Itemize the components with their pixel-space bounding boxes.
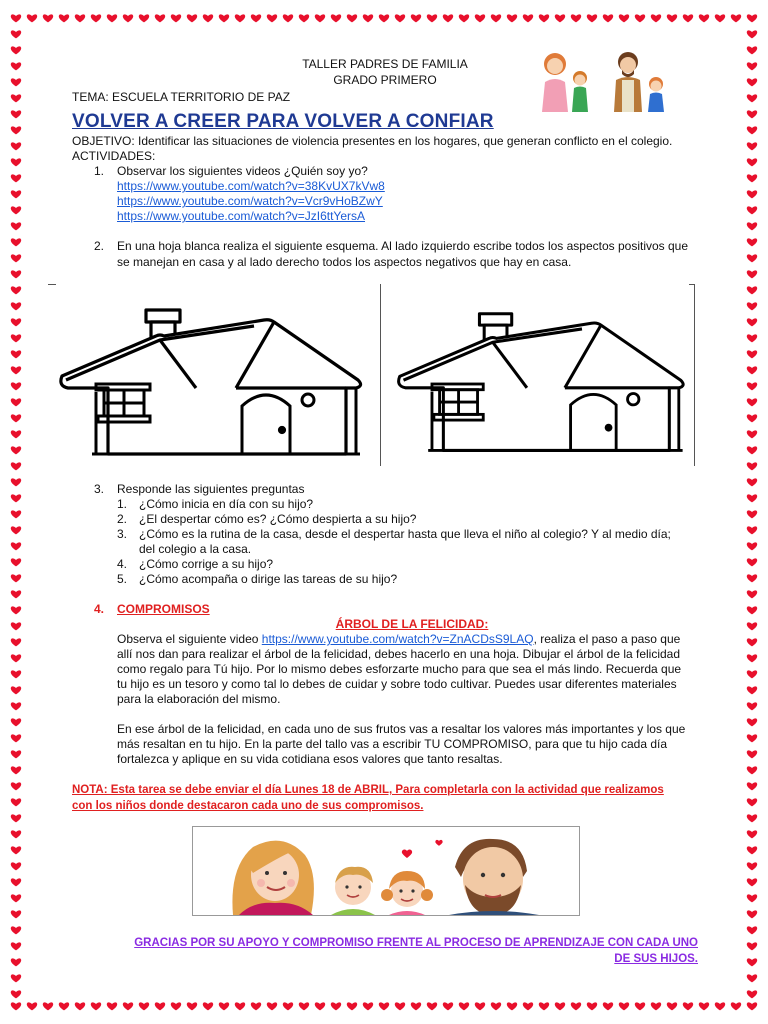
question-2-number: 2. (117, 512, 128, 526)
question-3-continued: del colegio a la casa. (139, 542, 252, 556)
p2-line-1: En ese árbol de la felicidad, en cada uno de sus frutos vas a resaltar los valores más importantes y los que (117, 722, 686, 736)
family-drawing-frame (192, 826, 580, 916)
question-5: ¿Cómo acompaña o dirige las tareas de su hijo? (139, 572, 398, 586)
activity-3-text: Responde las siguientes preguntas (117, 482, 305, 496)
p2-line-2: más resaltan en tu hijo. En la parte del tallo vas a escribir TU COMPROMISO, para que tu hijo cada día (117, 737, 668, 751)
p1-prefix: Observa el siguiente video (117, 632, 259, 646)
house-left-icon (56, 306, 372, 462)
p1-suffix: , realiza el paso a paso que (533, 632, 681, 646)
header-title (270, 56, 500, 88)
activity-1-text: Observar los siguientes videos ¿Quién soy yo? (117, 164, 368, 178)
p1-line-3: como regalo para Tú hijo. Por lo mismo debes esforzarte mucho para que sea el más lindo. Recuerda que (117, 662, 682, 676)
p1-line-4: tu hijo es un tesoro y como tal lo debes de cuidar y sobre todo cultivar. Puedes usar diferentes materiales (117, 677, 677, 691)
family-illustration-icon (530, 48, 680, 112)
page-title: VOLVER A CREER PARA VOLVER A CONFIAR (72, 111, 494, 132)
question-2: ¿El despertar cómo es? ¿Cómo despierta a su hijo? (139, 512, 417, 526)
thanks-line-2: DE SUS HIJOS. (614, 953, 698, 965)
question-4: ¿Cómo corrige a su hijo? (139, 557, 274, 571)
arbol-felicidad-heading: ÁRBOL DE LA FELICIDAD: (335, 617, 489, 631)
nota-line-1: NOTA: Esta tarea se debe enviar el día Lunes 18 de ABRIL, Para completarla con la actividad que realizamos (72, 784, 664, 796)
header-line-2: GRADO PRIMERO (333, 73, 437, 87)
actividades-label: ACTIVIDADES: (72, 149, 156, 163)
video-link-1[interactable]: https://www.youtube.com/watch?v=38KvUX7kVw8 (117, 179, 385, 193)
question-5-number: 5. (117, 572, 128, 586)
video-link-3[interactable]: https://www.youtube.com/watch?v=JzI6ttYersA (117, 209, 366, 223)
scheme-divider (380, 284, 381, 466)
question-3-number: 3. (117, 527, 128, 541)
question-4-number: 4. (117, 557, 128, 571)
p1-line-5: para la elaboración del mismo. (117, 692, 281, 706)
objetivo-text: OBJETIVO: Identificar las situaciones de violencia presentes en los hogares, que generan conflicto en el colegio. (72, 134, 673, 148)
video-link-2[interactable]: https://www.youtube.com/watch?v=Vcr9vHoBZwY (117, 194, 383, 208)
compromisos-heading: COMPROMISOS (117, 602, 210, 616)
question-1-number: 1. (117, 497, 128, 511)
arbol-video-link[interactable]: https://www.youtube.com/watch?v=ZnACDsS9LAQ (261, 632, 534, 646)
houses-scheme (48, 284, 696, 466)
nota-line-2: con los niños donde destacaron cada uno de sus compromisos. (72, 800, 424, 812)
activity-2-number: 2. (94, 239, 105, 253)
activity-3-number: 3. (94, 482, 105, 496)
activity-2-line-2: se manejan en casa y al lado derecho todos los aspectos negativos que hay en casa. (117, 255, 572, 269)
thanks-line-1: GRACIAS POR SU APOYO Y COMPROMISO FRENTE AL PROCESO DE APRENDIZAJE CON CADA UNO (134, 937, 698, 949)
header-line-1: TALLER PADRES DE FAMILIA (302, 57, 468, 71)
compromisos-paragraph-1-first-line (117, 632, 707, 647)
activity-1-number: 1. (94, 164, 105, 178)
family-drawing-icon (193, 827, 579, 915)
activity-2-line-1: En una hoja blanca realiza el siguiente esquema. Al lado izquierdo escribe todos los aspectos positivos que (117, 239, 689, 253)
p1-line-2: allí nos dan para realizar el árbol de la felicidad, debes hacerlo en una hoja. Dibujar el árbol de la felicidad (117, 647, 681, 661)
house-right-icon (394, 306, 694, 462)
question-1: ¿Cómo inicia en día con su hijo? (139, 497, 314, 511)
activity-4-number: 4. (94, 602, 105, 616)
scheme-right-edge (694, 284, 695, 466)
tema-label: TEMA: ESCUELA TERRITORIO DE PAZ (72, 90, 291, 104)
question-3: ¿Cómo es la rutina de la casa, desde el despertar hasta que lleva el niño al colegio? Y al medio día; (139, 527, 671, 541)
scheme-corner-mark (48, 284, 56, 285)
p2-line-3: fortalezca y aplique en su vida cotidiana esos valores que tanto resaltas. (117, 752, 503, 766)
